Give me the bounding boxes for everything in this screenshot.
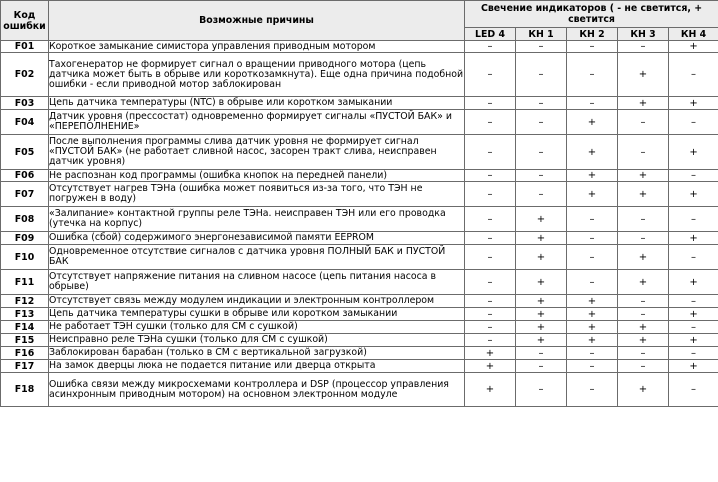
indicator-led4: – [465, 232, 516, 245]
table-row [1, 347, 718, 360]
table-row [1, 373, 718, 407]
indicator-kn2: – [567, 207, 618, 232]
header-col-kn4: КН 4 [669, 28, 718, 41]
error-code: F06 [1, 170, 49, 182]
indicator-kn3: – [618, 232, 669, 245]
indicator-kn3: – [618, 308, 669, 321]
table-row [1, 135, 718, 170]
table-body [1, 41, 718, 407]
indicator-led4: – [465, 170, 516, 182]
indicator-kn2: + [567, 308, 618, 321]
indicator-led4: – [465, 308, 516, 321]
indicator-kn1: – [516, 135, 567, 170]
indicator-kn4: – [669, 245, 718, 270]
table-row [1, 321, 718, 334]
indicator-kn1: – [516, 360, 567, 373]
error-cause: Отсутствует связь между модулем индикации и электронным контроллером [49, 295, 465, 308]
indicator-kn2: – [567, 41, 618, 53]
indicator-kn3: – [618, 110, 669, 135]
error-cause: Тахогенератор не формирует сигнал о вращении приводного мотора (цепь датчика может быть в обрыве или короткозамкнута). Еще одна причина подобной ошибки - если приводной мотор заблокирован [49, 53, 465, 97]
error-cause: Не распознан код программы (ошибка кнопок на передней панели) [49, 170, 465, 182]
table-row [1, 182, 718, 207]
indicator-kn3: – [618, 135, 669, 170]
table-row [1, 270, 718, 295]
indicator-kn2: – [567, 270, 618, 295]
indicator-kn4: – [669, 373, 718, 407]
table-row [1, 232, 718, 245]
table-row [1, 53, 718, 97]
indicator-led4: + [465, 373, 516, 407]
error-cause: Отсутствует напряжение питания на сливном насосе (цепь питания насоса в обрыве) [49, 270, 465, 295]
indicator-kn2: + [567, 110, 618, 135]
indicator-kn4: + [669, 182, 718, 207]
error-cause: Одновременное отсутствие сигналов с датчика уровня ПОЛНЫЙ БАК и ПУСТОЙ БАК [49, 245, 465, 270]
error-code: F08 [1, 207, 49, 232]
indicator-kn1: + [516, 321, 567, 334]
header-col-kn1: КН 1 [516, 28, 567, 41]
error-code: F03 [1, 97, 49, 110]
indicator-kn1: + [516, 245, 567, 270]
indicator-kn2: – [567, 360, 618, 373]
indicator-kn2: + [567, 170, 618, 182]
indicator-kn4: + [669, 308, 718, 321]
indicator-kn1: – [516, 170, 567, 182]
error-cause: Заблокирован барабан (только в СМ с вертикальной загрузкой) [49, 347, 465, 360]
indicator-kn4: – [669, 110, 718, 135]
indicator-kn1: – [516, 97, 567, 110]
indicator-kn1: + [516, 308, 567, 321]
indicator-led4: + [465, 360, 516, 373]
table-row [1, 207, 718, 232]
indicator-kn2: – [567, 373, 618, 407]
table-row [1, 41, 718, 53]
indicator-kn1: – [516, 53, 567, 97]
indicator-kn3: + [618, 53, 669, 97]
indicator-kn1: – [516, 41, 567, 53]
indicator-kn2: – [567, 97, 618, 110]
indicator-led4: – [465, 97, 516, 110]
error-cause: Ошибка (сбой) содержимого энергонезависимой памяти EEPROM [49, 232, 465, 245]
error-code: F15 [1, 334, 49, 347]
indicator-led4: + [465, 347, 516, 360]
error-cause: Отсутствует нагрев ТЭНа (ошибка может появиться из-за того, что ТЭН не погружен в воду) [49, 182, 465, 207]
indicator-kn4: – [669, 207, 718, 232]
indicator-kn2: + [567, 135, 618, 170]
error-cause: После выполнения программы слива датчик уровня не формирует сигнал «ПУСТОЙ БАК» (не работает сливной насос, засорен тракт слива, неисправен датчик уровня) [49, 135, 465, 170]
error-code: F13 [1, 308, 49, 321]
table-row [1, 360, 718, 373]
indicator-kn2: – [567, 232, 618, 245]
indicator-kn3: + [618, 334, 669, 347]
indicator-kn4: – [669, 347, 718, 360]
error-code: F14 [1, 321, 49, 334]
error-cause: Не работает ТЭН сушки (только для СМ с сушкой) [49, 321, 465, 334]
indicator-led4: – [465, 182, 516, 207]
indicator-kn2: + [567, 321, 618, 334]
error-code: F01 [1, 41, 49, 53]
indicator-led4: – [465, 110, 516, 135]
error-cause: «Залипание» контактной группы реле ТЭНа. неисправен ТЭН или его проводка (утечка на корпус) [49, 207, 465, 232]
error-code: F07 [1, 182, 49, 207]
indicator-kn4: + [669, 135, 718, 170]
header-code: Код ошибки [1, 1, 49, 41]
error-cause: Датчик уровня (прессостат) одновременно формирует сигналы «ПУСТОЙ БАК» и «ПЕРЕПОЛНЕНИЕ» [49, 110, 465, 135]
indicator-led4: – [465, 295, 516, 308]
indicator-kn3: + [618, 97, 669, 110]
indicator-kn1: – [516, 182, 567, 207]
table-row [1, 170, 718, 182]
indicator-kn1: + [516, 270, 567, 295]
indicator-kn1: – [516, 347, 567, 360]
error-code: F02 [1, 53, 49, 97]
error-cause: Неисправно реле ТЭНа сушки (только для СМ с сушкой) [49, 334, 465, 347]
indicator-kn3: + [618, 373, 669, 407]
indicator-kn4: – [669, 295, 718, 308]
indicator-led4: – [465, 53, 516, 97]
indicator-kn4: – [669, 170, 718, 182]
error-code: F12 [1, 295, 49, 308]
error-code: F16 [1, 347, 49, 360]
error-code: F09 [1, 232, 49, 245]
indicator-kn2: + [567, 295, 618, 308]
indicator-kn1: + [516, 207, 567, 232]
header-col-kn2: КН 2 [567, 28, 618, 41]
indicator-led4: – [465, 270, 516, 295]
indicator-kn4: + [669, 41, 718, 53]
indicator-kn2: + [567, 334, 618, 347]
indicator-kn3: + [618, 245, 669, 270]
header-col-kn3: КН 3 [618, 28, 669, 41]
header-causes: Возможные причины [49, 1, 465, 41]
indicator-led4: – [465, 334, 516, 347]
indicator-kn3: – [618, 360, 669, 373]
table-row [1, 295, 718, 308]
indicator-kn3: – [618, 347, 669, 360]
indicator-kn3: + [618, 182, 669, 207]
table-row [1, 334, 718, 347]
error-code: F11 [1, 270, 49, 295]
table-row [1, 245, 718, 270]
error-cause: На замок дверцы люка не подается питание или дверца открыта [49, 360, 465, 373]
indicator-kn4: + [669, 232, 718, 245]
indicator-kn4: + [669, 270, 718, 295]
indicator-kn2: – [567, 245, 618, 270]
indicator-kn1: + [516, 232, 567, 245]
error-cause: Цепь датчика температуры (NTC) в обрыве или коротком замыкании [49, 97, 465, 110]
indicator-kn3: – [618, 295, 669, 308]
indicator-kn4: – [669, 53, 718, 97]
indicator-kn3: + [618, 321, 669, 334]
indicator-led4: – [465, 135, 516, 170]
indicator-kn4: + [669, 97, 718, 110]
indicator-kn3: – [618, 207, 669, 232]
indicator-led4: – [465, 41, 516, 53]
header-col-led4: LED 4 [465, 28, 516, 41]
error-code: F10 [1, 245, 49, 270]
indicator-kn3: + [618, 270, 669, 295]
error-cause: Короткое замыкание симистора управления приводным мотором [49, 41, 465, 53]
indicator-kn1: + [516, 295, 567, 308]
indicator-kn3: – [618, 41, 669, 53]
header-indicators: Свечение индикаторов ( - не светится, + светится [465, 1, 718, 28]
error-cause: Ошибка связи между микросхемами контроллера и DSP (процессор управления асинхронным приводным мотором) на основном электронном модуле [49, 373, 465, 407]
error-cause: Цепь датчика температуры сушки в обрыве или коротком замыкании [49, 308, 465, 321]
table-row [1, 110, 718, 135]
table-row [1, 97, 718, 110]
error-code: F18 [1, 373, 49, 407]
indicator-kn2: + [567, 182, 618, 207]
error-code: F04 [1, 110, 49, 135]
indicator-kn4: + [669, 360, 718, 373]
indicator-kn2: – [567, 53, 618, 97]
indicator-kn1: – [516, 373, 567, 407]
indicator-led4: – [465, 207, 516, 232]
error-code: F17 [1, 360, 49, 373]
indicator-led4: – [465, 245, 516, 270]
indicator-led4: – [465, 321, 516, 334]
indicator-kn3: + [618, 170, 669, 182]
table-row [1, 308, 718, 321]
indicator-kn4: – [669, 321, 718, 334]
indicator-kn1: – [516, 110, 567, 135]
error-code: F05 [1, 135, 49, 170]
indicator-kn2: – [567, 347, 618, 360]
indicator-kn4: + [669, 334, 718, 347]
indicator-kn1: + [516, 334, 567, 347]
